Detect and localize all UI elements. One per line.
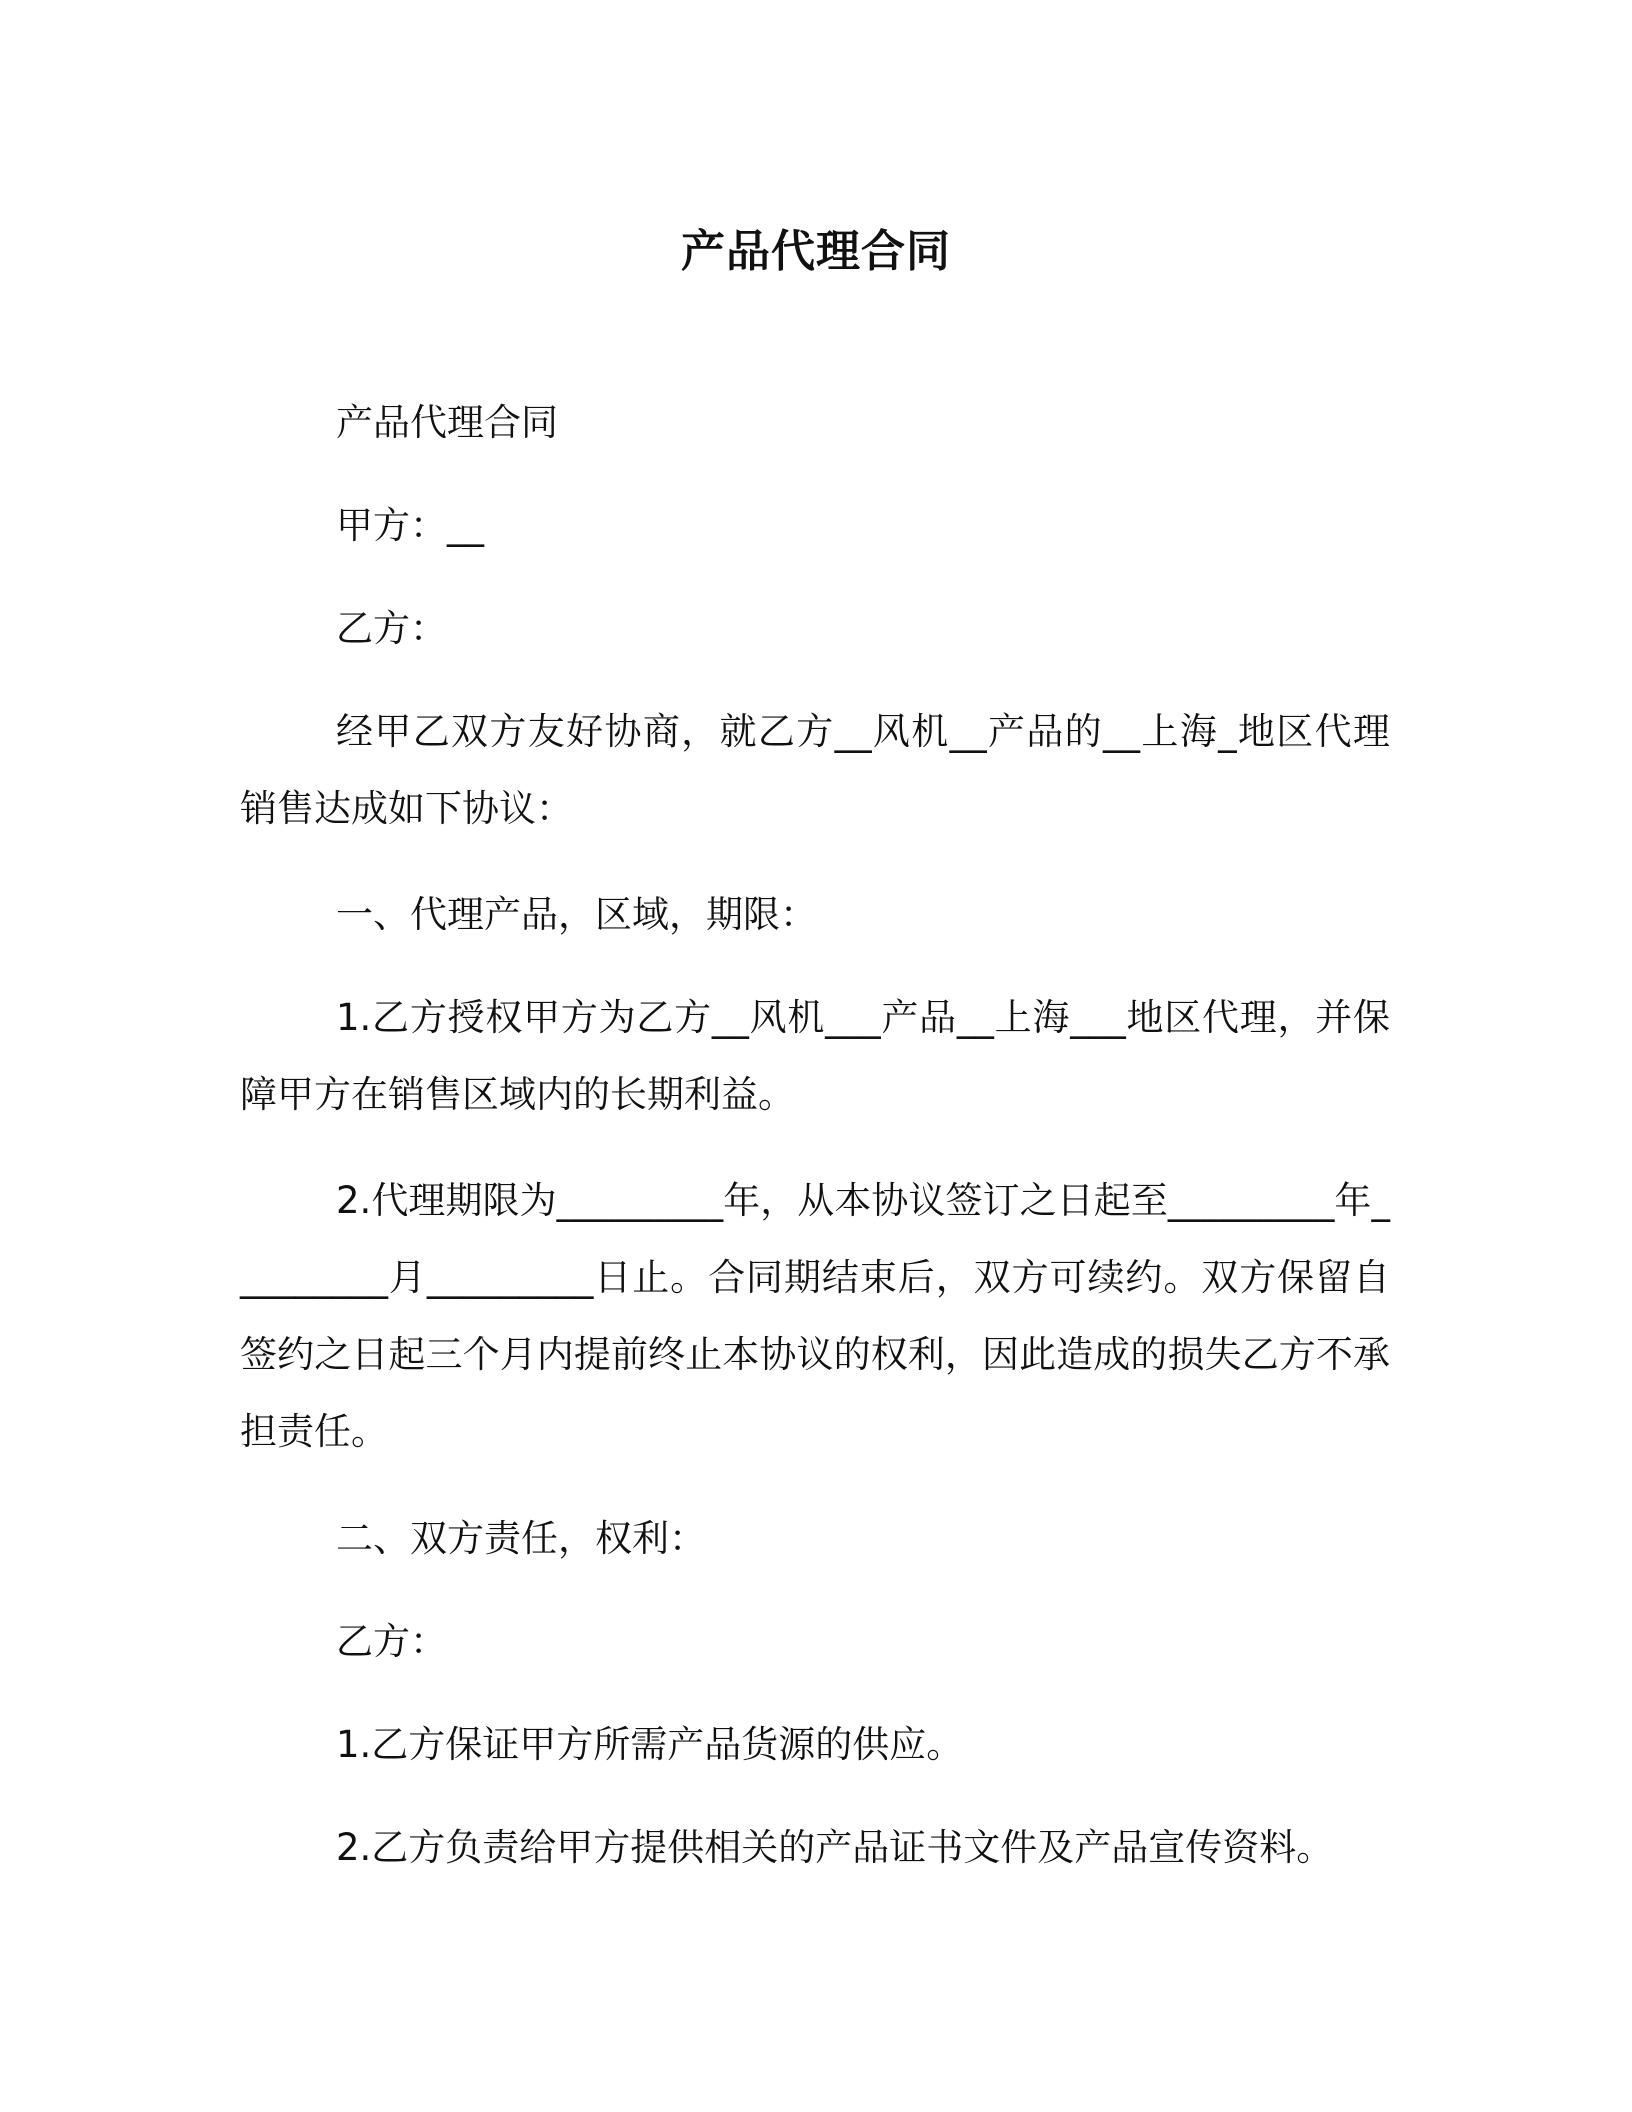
preamble-paragraph: 经甲乙双方友好协商，就乙方__风机__产品的__上海_地区代理销售达成如下协议： bbox=[240, 710, 1390, 830]
clause-2-1: 1.乙方保证甲方所需产品货源的供应。 bbox=[336, 1723, 964, 1766]
party-b-subheading: 乙方： bbox=[336, 1620, 447, 1663]
section-two-heading: 二、双方责任，权利： bbox=[336, 1517, 706, 1560]
document-title: 产品代理合同 bbox=[681, 226, 951, 277]
section-one-heading: 一、代理产品，区域，期限： bbox=[336, 893, 817, 936]
party-a-line: 甲方：__ bbox=[336, 504, 484, 547]
clause-1-1: 1.乙方授权甲方为乙方__风机___产品__上海___地区代理，并保障甲方在销售区域内的长期利益。 bbox=[240, 996, 1390, 1116]
clause-2-2: 2.乙方负责给甲方提供相关的产品证书文件及产品宣传资料。 bbox=[336, 1826, 1334, 1869]
clause-1-2: 2.代理期限为_________年，从本协议签订之日起至_________年_________月_________日止。合同期结束后，双方可续约。双方保留自签约之日起三个月内提前终止本协议的权利，因此造成的损失乙方不承担责任。 bbox=[240, 1179, 1390, 1453]
party-b-line: 乙方： bbox=[336, 607, 447, 650]
contract-heading: 产品代理合同 bbox=[336, 401, 558, 444]
